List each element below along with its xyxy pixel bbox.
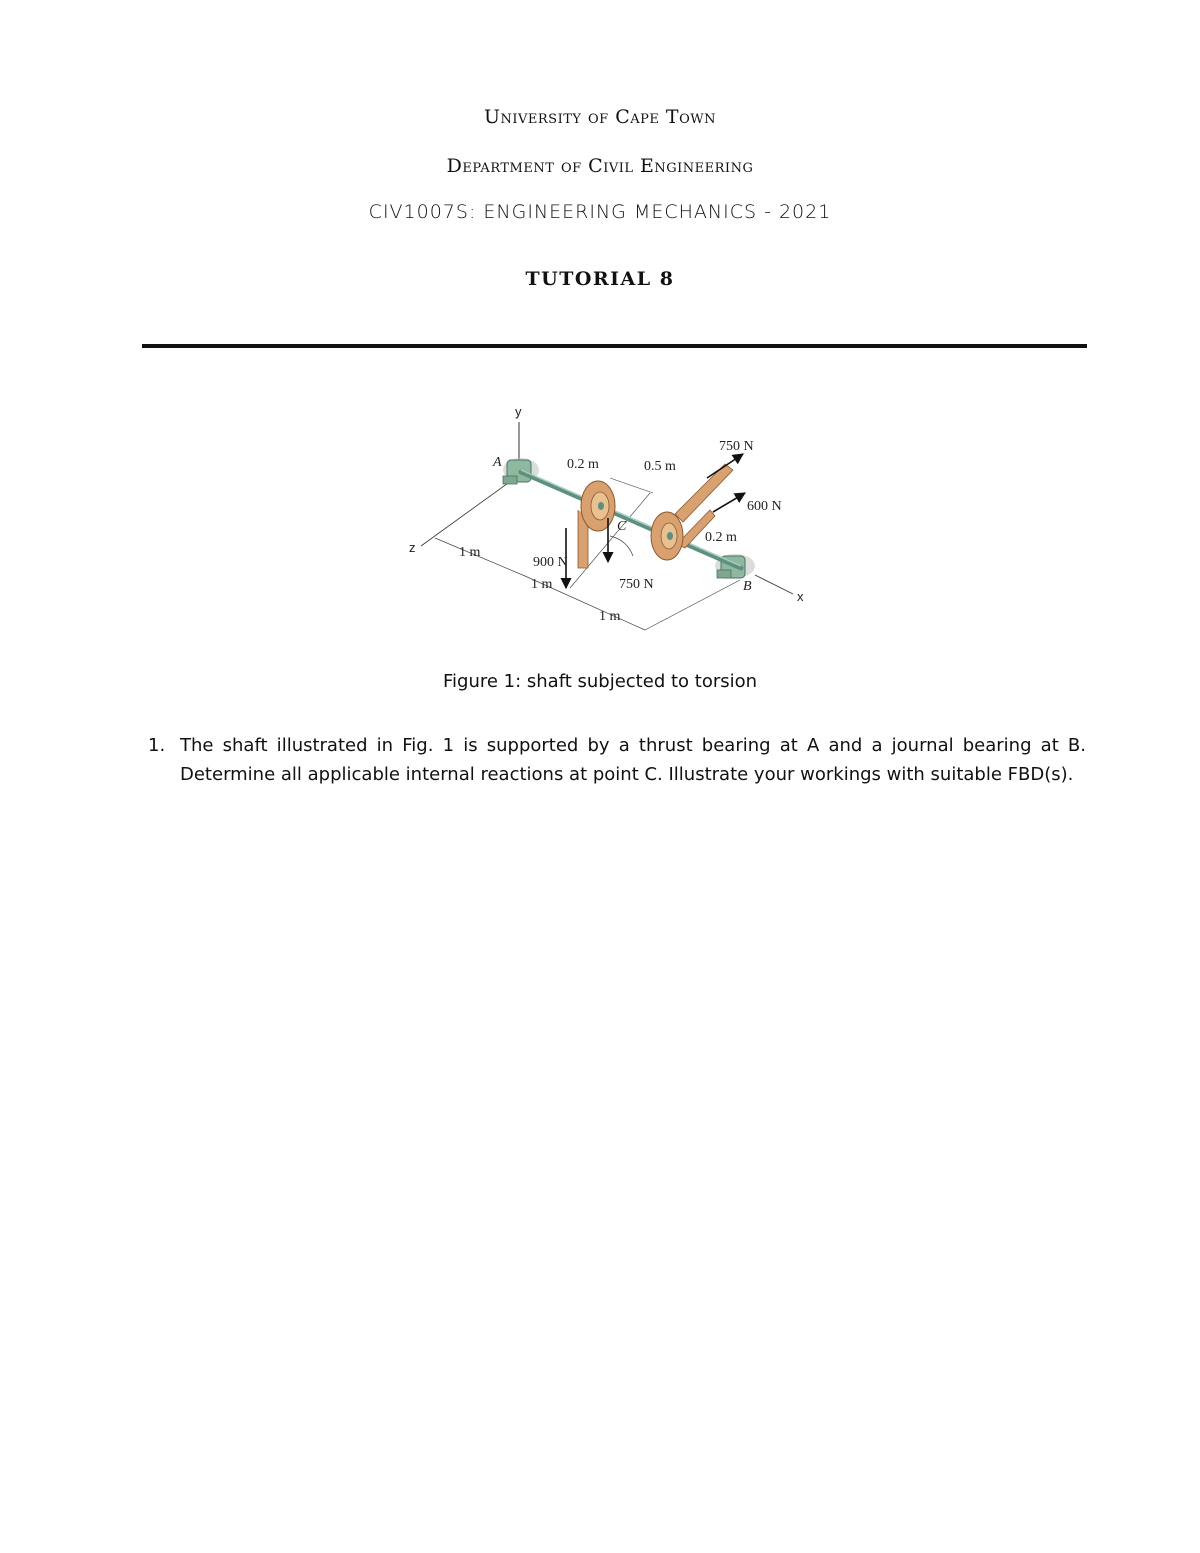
dim-1m-bottom: 1 m [599, 609, 621, 624]
dim-1m-mid: 1 m [531, 577, 553, 592]
force-900-label: 900 N [533, 555, 568, 570]
z-axis-label: z [409, 540, 416, 555]
dim-1m-left: 1 m [459, 545, 481, 560]
department-name: Department of Civil Engineering [446, 155, 754, 177]
point-a-label: A [493, 455, 502, 470]
question-text: The shaft illustrated in Fig. 1 is supported by a thrust bearing at A and a journal bearing at B. Determine all applicable internal reactions at point C. Illustrate your workings with suitable FBD(s). [180, 735, 1086, 785]
course-title: CIV1007S: ENGINEERING MECHANICS - 2021 [368, 201, 832, 223]
shaft-figure [395, 398, 825, 638]
dim-05m: 0.5 m [644, 459, 676, 474]
figure-caption: Figure 1: shaft subjected to torsion [442, 671, 758, 692]
force-600-arrow [713, 493, 745, 512]
dim-02m-right: 0.2 m [705, 530, 737, 545]
university-name: University of Cape Town [483, 106, 716, 128]
dim-line-05 [610, 478, 653, 493]
force-750-bottom-label: 750 N [619, 577, 654, 592]
x-axis-label: x [797, 589, 804, 604]
question-number: 1. [148, 735, 166, 756]
pulley-left [578, 481, 615, 568]
dim-line-right [645, 580, 740, 630]
point-b-label: B [743, 579, 752, 594]
force-600-label: 600 N [747, 499, 782, 514]
dim-02m-top: 0.2 m [567, 457, 599, 472]
angle-arc [610, 536, 633, 556]
point-c-label: C [617, 519, 627, 534]
x-axis-line [755, 575, 793, 594]
tutorial-title: TUTORIAL 8 [525, 268, 675, 290]
y-axis-label: y [515, 404, 522, 419]
horizontal-rule [142, 344, 1087, 348]
z-axis-line [421, 478, 515, 546]
force-750-top-label: 750 N [719, 439, 754, 454]
